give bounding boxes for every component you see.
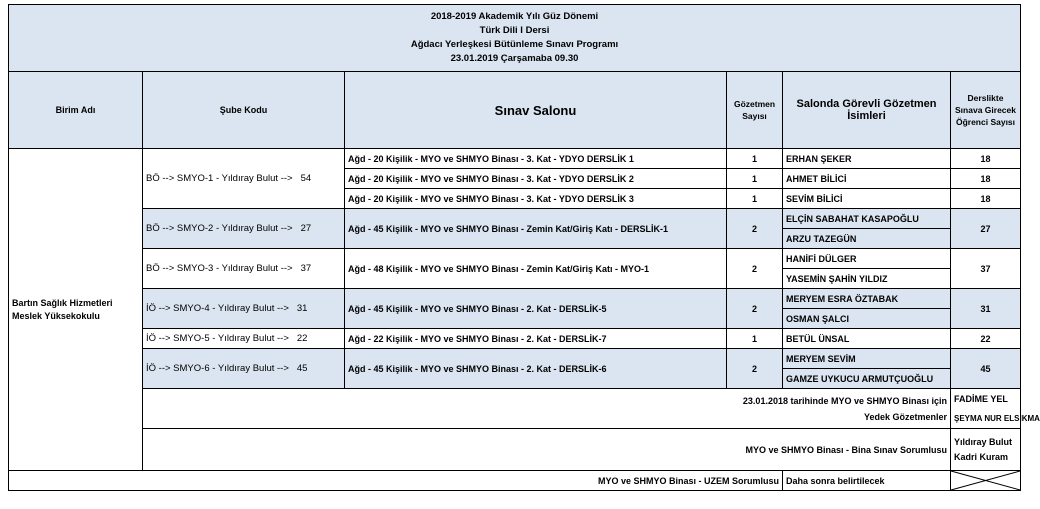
exam-room: Ağd - 45 Kişilik - MYO ve SHMYO Binası - 2. Kat - DERSLİK-5 [345,289,727,329]
sube-count: 54 [300,173,312,184]
student-count: 18 [951,189,1021,209]
sube-code-text: BÖ --> SMYO-3 - Yıldıray Bulut --> [146,263,293,274]
sube-code [143,329,345,349]
proctor-name: MERYEM ESRA ÖZTABAK [783,289,951,309]
sube-count: 22 [296,333,308,344]
header-ogrenci-sayisi: Derslikte Sınava Girecek Öğrenci Sayısı [951,72,1021,149]
exam-room: Ağd - 48 Kişilik - MYO ve SHMYO Binası - Zemin Kat/Giriş Katı - MYO-1 [345,249,727,289]
exam-schedule-table [8,4,1040,491]
title-block [9,5,1021,72]
reserve-label-line-1: 23.01.2018 tarihinde MYO ve SHMYO Binası için [742,395,947,406]
proctor-name: ELÇİN SABAHAT KASAPOĞLU [783,209,951,229]
sube-code [143,149,345,209]
title-line-2: Türk Dili I Dersi [479,25,550,36]
building-responsible-names [951,429,1021,471]
table-row [9,289,1021,309]
proctor-name: BETÜL ÜNSAL [783,329,951,349]
exam-room: Ağd - 20 Kişilik - MYO ve SHMYO Binası - 3. Kat - YDYO DERSLİK 3 [345,189,727,209]
title-line-4: 23.01.2019 Çarşamaba 09.30 [450,53,579,64]
sube-code [143,209,345,249]
header-salon: Sınav Salonu [345,72,727,149]
reserve-label-line-2: Yedek Gözetmenler [863,411,947,422]
header-sube: Şube Kodu [143,72,345,149]
uzem-responsible-name: Daha sonra belirtilecek [783,471,951,491]
proctor-name: ERHAN ŞEKER [783,149,951,169]
exam-room: Ağd - 20 Kişilik - MYO ve SHMYO Binası - 3. Kat - YDYO DERSLİK 1 [345,149,727,169]
header-birim: Birim Adı [9,72,143,149]
student-count: 18 [951,169,1021,189]
building-responsible-name: Yıldıray Bulut [954,436,1013,447]
proctor-count: 2 [727,249,783,289]
exam-room: Ağd - 20 Kişilik - MYO ve SHMYO Binası - 3. Kat - YDYO DERSLİK 2 [345,169,727,189]
header-gozetmen-sayisi: Gözetmen Sayısı [727,72,783,149]
unit-name: Bartın Sağlık Hizmetleri Meslek Yüksekokulu [9,149,143,471]
title-line-1: 2018-2019 Akademik Yılı Güz Dönemi [430,11,599,22]
table-row [9,249,1021,269]
header-gozetmen-isimleri: Salonda Görevli Gözetmen İsimleri [783,72,951,149]
exam-room: Ağd - 22 Kişilik - MYO ve SHMYO Binası - 2. Kat - DERSLİK-7 [345,329,727,349]
title-line-3: Ağdacı Yerleşkesi Bütünleme Sınavı Programı [410,39,619,50]
exam-room: Ağd - 45 Kişilik - MYO ve SHMYO Binası - 2. Kat - DERSLİK-6 [345,349,727,389]
student-count: 27 [951,209,1021,249]
proctor-name: MERYEM SEVİM [783,349,951,369]
exam-room: Ağd - 45 Kişilik - MYO ve SHMYO Binası - Zemin Kat/Giriş Katı - DERSLİK-1 [345,209,727,249]
cross-out-cell [951,471,1021,491]
proctor-count: 1 [727,189,783,209]
sube-code [143,289,345,329]
table-row [9,329,1021,349]
sube-code-text: BÖ --> SMYO-2 - Yıldıray Bulut --> [146,223,293,234]
reserve-proctors-label [143,389,951,429]
footer-row [9,471,1021,491]
proctor-count: 2 [727,209,783,249]
proctor-name: ARZU TAZEGÜN [783,229,951,249]
sube-code-text: İÖ --> SMYO-5 - Yıldıray Bulut --> [146,333,289,344]
proctor-name: OSMAN ŞALCI [783,309,951,329]
sube-count: 37 [300,263,312,274]
building-responsible-label: MYO ve SHMYO Binası - Bina Sınav Sorumlusu [143,429,951,471]
table-row [9,209,1021,229]
proctor-name: YASEMİN ŞAHİN YILDIZ [783,269,951,289]
sube-count: 27 [300,223,312,234]
proctor-count: 2 [727,289,783,329]
proctor-count: 1 [727,329,783,349]
sube-code [143,249,345,289]
reserve-proctor-name: ŞEYMA NUR ELSIKMA [951,409,1021,429]
footer-row [9,429,1021,471]
student-count: 22 [951,329,1021,349]
proctor-name: SEVİM BİLİCİ [783,189,951,209]
proctor-count: 2 [727,349,783,389]
reserve-proctor-name: FADİME YEL [951,389,1021,409]
proctor-name: GAMZE UYKUCU ARMUTÇUOĞLU [783,369,951,389]
student-count: 31 [951,289,1021,329]
footer-row [9,389,1021,409]
student-count: 45 [951,349,1021,389]
sube-count: 31 [296,303,308,314]
sube-count: 45 [296,363,308,374]
uzem-responsible-label: MYO ve SHMYO Binası - UZEM Sorumlusu [9,471,783,491]
proctor-count: 1 [727,149,783,169]
proctor-count: 1 [727,169,783,189]
table-row [9,349,1021,369]
sube-code-text: İÖ --> SMYO-4 - Yıldıray Bulut --> [146,303,289,314]
sube-code-text: İÖ --> SMYO-6 - Yıldıray Bulut --> [146,363,289,374]
building-responsible-name: Kadri Kuram [954,451,1009,462]
sube-code-text: BÖ --> SMYO-1 - Yıldıray Bulut --> [146,173,293,184]
student-count: 18 [951,149,1021,169]
sube-code [143,349,345,389]
proctor-name: AHMET BİLİCİ [783,169,951,189]
table-row [9,149,1021,169]
proctor-name: HANİFİ DÜLGER [783,249,951,269]
student-count: 37 [951,249,1021,289]
